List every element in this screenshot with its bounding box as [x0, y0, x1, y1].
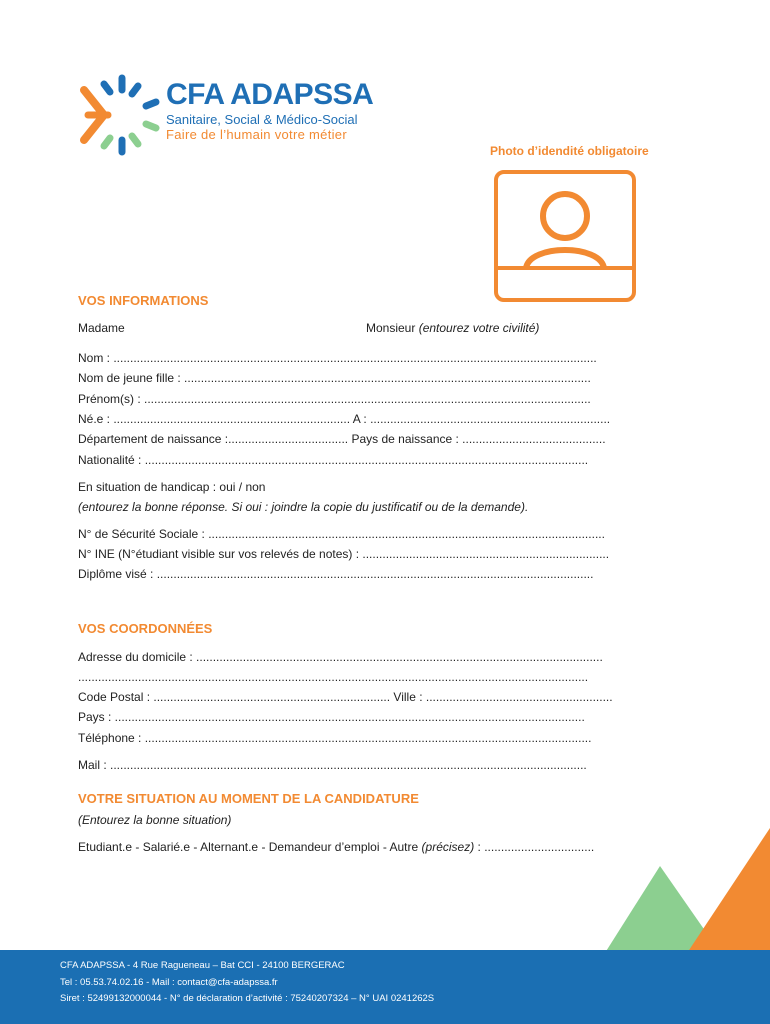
field-nom[interactable]: Nom : ................................................................................................................................................. [78, 351, 597, 365]
field-mail[interactable]: Mail : ............................................................................................................................................... [78, 758, 587, 772]
field-naissance[interactable]: Né.e : ....................................................................... A : ........................................................................ [78, 412, 611, 426]
civilite-monsieur [366, 321, 539, 335]
field-pays[interactable]: Pays : ............................................................................................................................................. [78, 710, 585, 724]
footer-siret: Siret : 52499132000044 - N° de déclaration d’activité : 75240207324 – N° UAI 0241262S [60, 993, 435, 1004]
field-nationalite[interactable]: Nationalité : ..................................................................................................................................... [78, 453, 589, 467]
situation-precisez-dots[interactable]: : ................................. [474, 840, 595, 854]
field-situation[interactable] [78, 840, 594, 854]
field-nom-jeune-fille[interactable]: Nom de jeune fille : .......................................................................................................................... [78, 371, 591, 385]
field-prenoms[interactable]: Prénom(s) : ...................................................................................................................................... [78, 392, 591, 406]
field-departement-pays[interactable]: Département de naissance :.................................... Pays de naissance : ........................................... [78, 432, 606, 446]
logo-title: CFA ADAPSSA [166, 78, 374, 111]
logo-subtitle: Sanitaire, Social & Médico-Social [166, 112, 358, 127]
section-title-coordonnees: VOS COORDONNÉES [78, 621, 213, 636]
footer [0, 950, 770, 1024]
cfa-adapssa-logo [78, 70, 398, 160]
civilite-madame[interactable]: Madame [78, 321, 125, 335]
civilite-monsieur-option[interactable]: Monsieur [366, 321, 416, 335]
field-code-postal-ville[interactable]: Code Postal : ....................................................................... Ville : ........................................................ [78, 690, 613, 704]
field-adresse[interactable]: Adresse du domicile : .......................................................................................................................... [78, 650, 603, 664]
field-telephone[interactable]: Téléphone : ...................................................................................................................................... [78, 731, 592, 745]
logo-tagline: Faire de l’humain votre métier [166, 127, 347, 142]
handicap-note: (entourez la bonne réponse. Si oui : joindre la copie du justificatif ou de la demande). [78, 500, 529, 514]
field-securite-sociale[interactable]: N° de Sécurité Sociale : ....................................................................................................................... [78, 527, 605, 541]
field-adresse-suite[interactable]: ......................................................................................................................................................... [78, 670, 589, 684]
field-diplome[interactable]: Diplôme visé : ................................................................................................................................... [78, 567, 594, 581]
field-handicap[interactable]: En situation de handicap : oui / non [78, 480, 266, 494]
field-ine[interactable]: N° INE (N°étudiant visible sur vos relevés de notes) : .......................................................................... [78, 547, 610, 561]
section-title-informations: VOS INFORMATIONS [78, 293, 209, 308]
logo-burst-icon [78, 70, 162, 160]
footer-address: CFA ADAPSSA - 4 Rue Ragueneau – Bat CCI - 24100 BERGERAC [60, 960, 345, 971]
photo-placeholder[interactable] [494, 170, 636, 302]
footer-contact: Tel : 05.53.74.02.16 - Mail : contact@cfa-adapssa.fr [60, 977, 278, 988]
situation-note: (Entourez la bonne situation) [78, 813, 232, 827]
section-title-situation: VOTRE SITUATION AU MOMENT DE LA CANDIDATURE [78, 791, 419, 806]
user-portrait-icon [494, 170, 636, 302]
photo-label: Photo d’idendité obligatoire [490, 144, 649, 158]
situation-options[interactable]: Etudiant.e - Salarié.e - Alternant.e - Demandeur d’emploi - Autre [78, 840, 419, 854]
civilite-note: (entourez votre civilité) [418, 321, 540, 335]
situation-precisez: (précisez) [421, 840, 475, 854]
